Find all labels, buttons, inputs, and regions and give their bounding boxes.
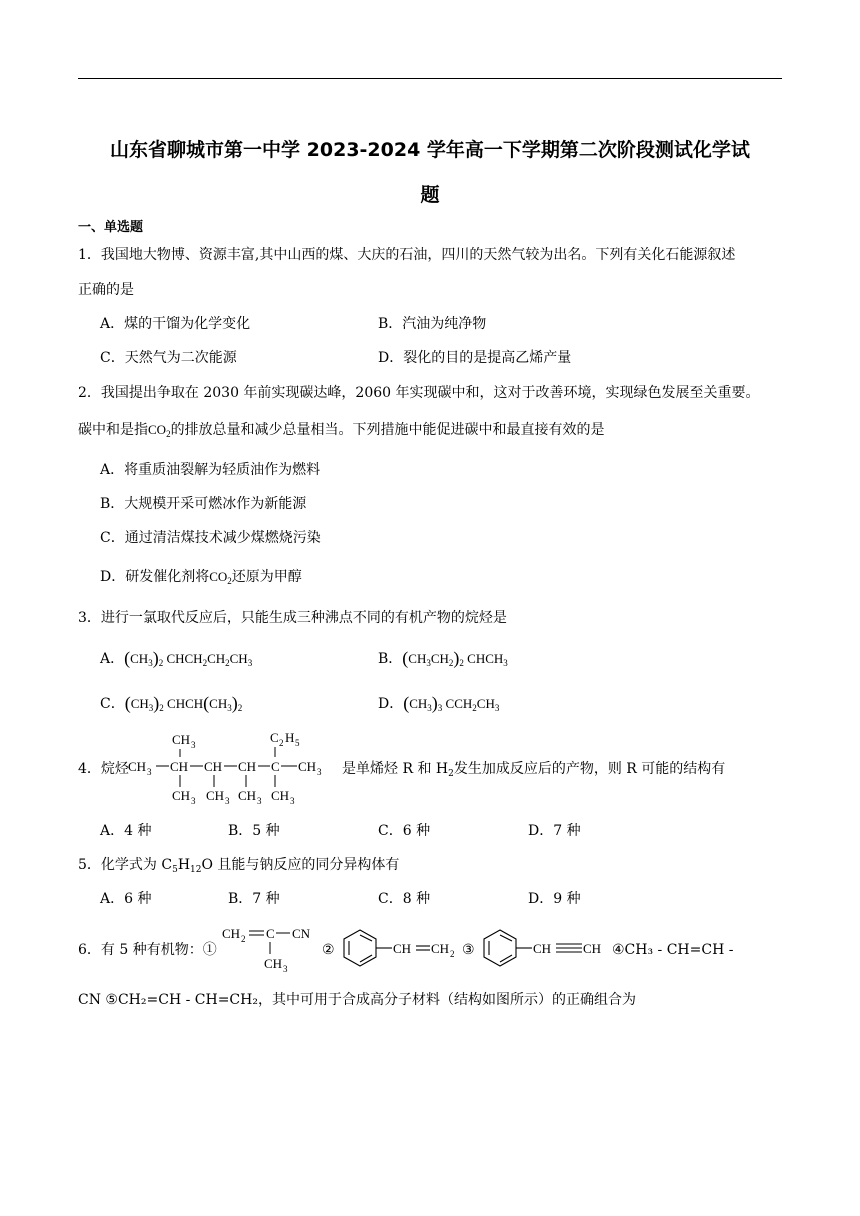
q6-marker-3: ③ [462,942,475,958]
svg-text:3: 3 [191,740,196,750]
q5-stem [78,855,399,875]
q3-b-label: B． [378,651,403,667]
q1-stem-line1: 1．我国地大物博、资源丰富,其中山西的煤、大庆的石油，四川的天然气较为出名。下列有关化石能源叙述 [78,247,736,263]
svg-text:CH: CH [238,788,257,803]
q5-h: H [177,857,191,873]
svg-text:CH: CH [271,788,290,803]
q2-stem-pre: 碳中和是指 [78,422,148,438]
q2-option-c: C．通过清洁煤技术减少煤燃烧污染 [100,530,321,546]
q1-stem-line2: 正确的是 [78,282,134,298]
svg-text:CH: CH [583,941,602,956]
q1-option-a: A．煤的干馏为化学变化 [100,316,251,332]
q5-option-d: D．9 种 [528,891,581,907]
svg-text:CH: CH [172,732,191,747]
q3-option-b [378,647,508,669]
svg-text:CH: CH [222,926,241,941]
q3-d-formula: $(CH_3)_3$ $CCH_2CH_3$ [403,693,500,713]
svg-text:3: 3 [257,796,262,806]
q3-d-label: D． [378,696,404,712]
q1-option-b: B．汽油为纯净物 [378,316,487,332]
q6-label: 6．有 5 种有机物：① [78,942,217,958]
svg-text:CH: CH [431,941,450,956]
q3-c-formula: $(CH_3)_2$ $CHCH(CH_3)_2$ [124,693,243,713]
section-heading: 一、单选题 [78,220,144,235]
q2-option-b: B．大规模开采可燃冰作为新能源 [100,496,307,512]
q3-a-formula: $(CH_3)_2$ $CHCH_2CH_2CH_3$ [124,648,253,668]
q2-d-post: 还原为甲醇 [231,569,302,585]
q3-option-d [378,692,499,714]
svg-text:CH: CH [170,759,189,774]
q6-line2: CN ⑤CH₂=CH - CH=CH₂，其中可用于合成高分子材料（结构如图所示）的正确组合为 [78,992,636,1008]
q2-option-d [100,567,302,587]
q4-stem: 是单烯烃 R 和 $H_2$发生加成反应后的产物，则 R 可能的结构有 [342,761,726,779]
page-title [78,128,782,218]
svg-text:CN: CN [292,926,311,941]
svg-text:C: C [271,759,280,774]
q6-molecule-3-phenylacetylene [478,926,612,972]
svg-text:2: 2 [279,738,284,748]
svg-text:5: 5 [295,738,300,748]
q4-alkane-structure [128,727,334,807]
co2-formula: $CO_2$ [148,422,171,439]
q4-stem-pre: 是单烯烃 R 和 H [342,761,449,777]
q5-stem-post: O 且能与钠反应的同分异构体有 [201,857,400,873]
q4-option-a: A．4 种 [100,823,152,839]
svg-text:3: 3 [290,796,295,806]
svg-text:CH: CH [172,788,191,803]
q6-molecule-2-styrene [338,926,460,972]
q5-sub-12: 12 [190,865,202,875]
co2-formula: $CO_2$ [209,569,232,586]
header-rule [78,78,782,79]
q3-c-label: C． [100,696,125,712]
q2-d-pre: D．研发催化剂将 [100,569,210,585]
q5-option-c: C．8 种 [378,891,431,907]
q1-option-d: D．裂化的目的是提高乙烯产量 [378,350,572,366]
q5-option-a: A．6 种 [100,891,152,907]
svg-text:3: 3 [317,767,322,777]
svg-text:3: 3 [147,767,152,777]
svg-text:CH: CH [533,941,552,956]
q3-a-label: A． [100,651,125,667]
svg-text:3: 3 [283,964,288,974]
svg-text:H: H [285,730,295,745]
q4-label: 4．烷烃 [78,761,129,777]
svg-text:2: 2 [450,949,455,959]
q2-option-a: A．将重质油裂解为轻质油作为燃料 [100,462,321,478]
svg-text:CH: CH [393,941,412,956]
svg-text:2: 2 [241,934,246,944]
svg-text:C: C [266,926,275,941]
q2-stem-line1: 2．我国提出争取在 2030 年前实现碳达峰，2060 年实现碳中和，这对于改善环境，实现绿色发展至关重要。 [78,385,760,401]
svg-text:CH: CH [238,759,257,774]
svg-text:CH: CH [206,788,225,803]
q2-stem-post: 的排放总量和减少总量相当。下列措施中能促进碳中和最直接有效的是 [170,422,605,438]
q5-stem-pre: 5．化学式为 C [78,857,173,873]
title-line-2: 题 [420,184,440,206]
q1-option-c: C．天然气为二次能源 [100,350,237,366]
q3-stem: 3．进行一氯取代反应后，只能生成三种沸点不同的有机产物的烷烃是 [78,610,507,626]
q3-option-a [100,647,252,669]
svg-text:CH: CH [128,759,147,774]
q4-option-d: D．7 种 [528,823,581,839]
svg-text:CH: CH [264,956,283,971]
svg-text:CH: CH [204,759,223,774]
q4-stem-post: 发生加成反应后的产物，则 R 可能的结构有 [453,761,726,777]
q6-molecule-4: ④CH₃ - CH=CH - [612,942,734,958]
q3-option-c [100,692,242,714]
svg-text:3: 3 [225,796,230,806]
q2-stem-line2 [78,420,605,440]
q3-b-formula: $(CH_3CH_2)_2$ $CHCH_3$ [402,648,508,668]
svg-text:CH: CH [298,759,317,774]
title-line-1: 山东省聊城市第一中学 2023-2024 学年高一下学期第二次阶段测试化学试 [110,139,750,161]
q5-sub-5: 5 [172,865,178,875]
q6-marker-2: ② [322,942,335,958]
q4-option-b: B．5 种 [228,823,280,839]
q4-option-c: C．6 种 [378,823,431,839]
svg-text:C: C [270,730,279,745]
svg-text:3: 3 [191,796,196,806]
q5-option-b: B．7 种 [228,891,280,907]
q6-molecule-1 [222,920,322,976]
